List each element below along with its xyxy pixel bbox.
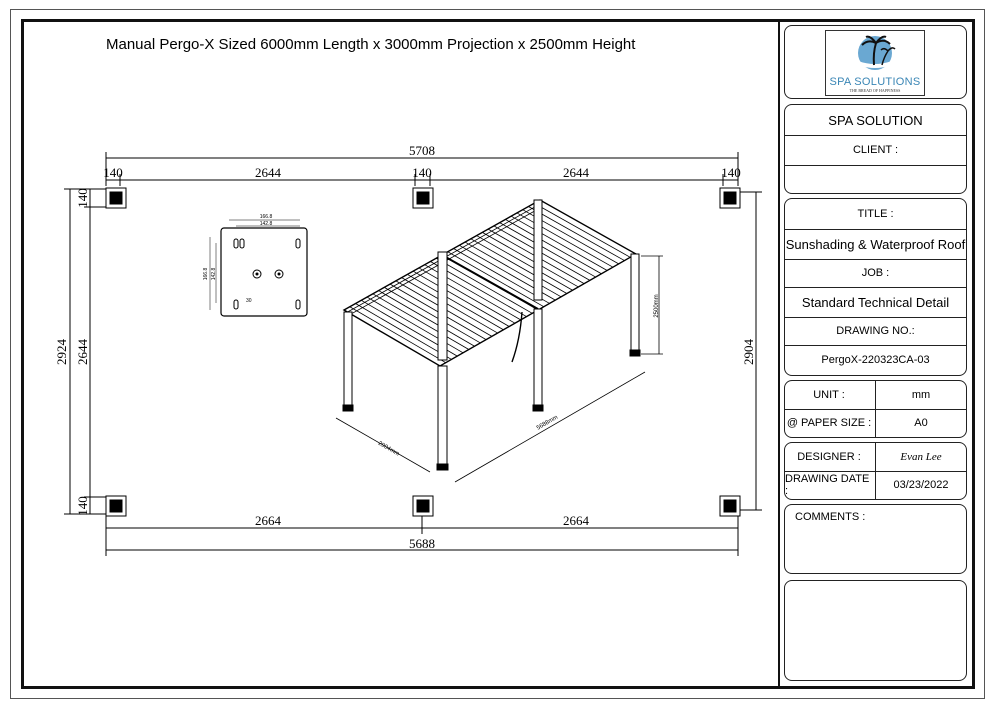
comments-box xyxy=(784,504,967,574)
drawing-title: Manual Pergo-X Sized 6000mm Length x 3000mm Projection x 2500mm Height xyxy=(106,36,636,53)
svg-text:142.8: 142.8 xyxy=(259,221,273,227)
drawing-date-label: DRAWING DATE : xyxy=(785,473,870,497)
dim-bottom-overall: 5688 xyxy=(409,536,435,551)
title-job-box xyxy=(784,198,967,376)
svg-text:30: 30 xyxy=(246,298,252,304)
unit-value: mm xyxy=(911,389,931,401)
comments-label: COMMENTS : xyxy=(795,511,866,523)
dim-top-seg-1: 140 xyxy=(103,165,123,180)
svg-text:142.8: 142.8 xyxy=(211,267,217,281)
dim-left-top: 140 xyxy=(75,188,90,208)
dim-right-overall: 2904 xyxy=(741,339,756,365)
company-name: SPA SOLUTION xyxy=(828,112,923,128)
drawing-no-value: PergoX-220323CA-03 xyxy=(821,354,930,366)
dim-left-bottom: 140 xyxy=(75,496,90,516)
designer-date-box xyxy=(784,442,967,500)
title-label: TITLE : xyxy=(857,208,894,220)
dim-top-seg-5: 140 xyxy=(721,165,741,180)
unit-label: UNIT : xyxy=(813,389,845,401)
iso-dim-length: 5688mm xyxy=(535,414,560,432)
dim-bottom-seg-1: 2664 xyxy=(255,513,281,528)
dim-top-seg-4: 2644 xyxy=(563,165,589,180)
designer-signature: Evan Lee xyxy=(900,451,942,463)
svg-text:166.8: 166.8 xyxy=(203,267,209,281)
iso-dim-width: 2904mm xyxy=(376,440,401,458)
logo-name: SPA SOLUTIONS xyxy=(829,76,921,88)
unit-paper-box xyxy=(784,380,967,438)
dim-top-seg-3: 140 xyxy=(412,165,432,180)
logo-box xyxy=(784,25,967,99)
job-value: Standard Technical Detail xyxy=(801,294,950,310)
plan-and-iso-drawing xyxy=(40,140,770,560)
designer-label: DESIGNER : xyxy=(797,451,861,463)
dim-bottom-seg-2: 2664 xyxy=(563,513,589,528)
job-label: JOB : xyxy=(861,267,890,279)
blank-box xyxy=(784,580,967,681)
dim-left-inner: 2644 xyxy=(75,339,90,365)
title-block-divider xyxy=(778,22,780,686)
svg-text:166.8: 166.8 xyxy=(259,214,273,220)
base-plate-detail xyxy=(203,214,307,316)
title-value: Sunshading & Waterproof Roof xyxy=(785,236,966,252)
iso-dim-height: 2500mm xyxy=(654,294,660,318)
client-value xyxy=(785,165,966,193)
client-label: CLIENT : xyxy=(852,144,899,156)
client-box xyxy=(784,104,967,194)
company-logo xyxy=(825,30,925,96)
paper-size-value: A0 xyxy=(914,417,928,429)
dim-left-overall: 2924 xyxy=(54,339,69,365)
logo-tagline: THE BREAD OF HAPPINESS xyxy=(849,88,901,93)
dim-top-seg-2: 2644 xyxy=(255,165,281,180)
pergola-isometric-view xyxy=(336,200,663,482)
paper-size-label: @ PAPER SIZE : xyxy=(786,417,872,429)
dim-top-overall: 5708 xyxy=(409,143,435,158)
drawing-no-label: DRAWING NO.: xyxy=(836,325,915,337)
drawing-date-value: 03/23/2022 xyxy=(893,479,949,491)
